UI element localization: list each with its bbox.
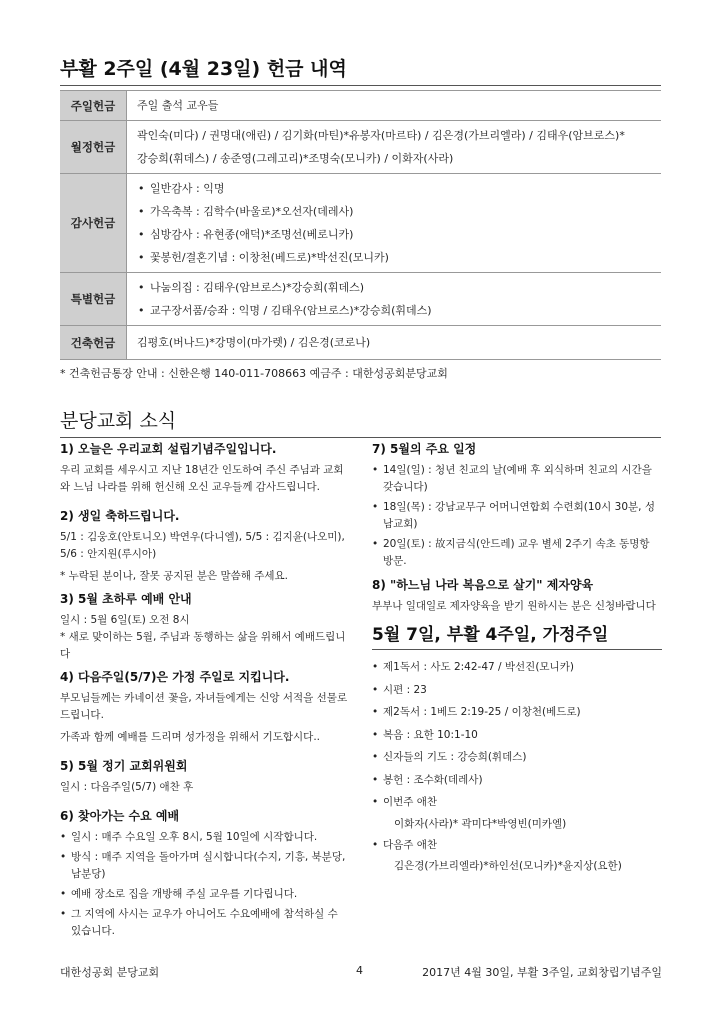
news-text: 일시 : 5월 6일(토) 오전 8시	[60, 614, 190, 626]
offering-value	[127, 121, 662, 174]
footer-page-number: 4	[356, 964, 363, 977]
news-note: * 새로 맞이하는 5월, 주님과 동행하는 삶을 위해서 예배드립니다	[60, 631, 346, 660]
news-text: 부부나 일대일로 제자양육을 받기 원하시는 분은 신청바랍니다	[372, 600, 656, 612]
offering-label: 감사헌금	[60, 174, 127, 273]
offering-row-special	[60, 273, 661, 326]
liturgy-item: • 봉헌 : 조수화(데레사)	[372, 769, 662, 792]
news-heading: 6) 찾아가는 수요 예배	[60, 809, 180, 823]
bank-note: * 건축헌금통장 안내 : 신한은행 140-011-708663 예금주 : 대한성공회분당교회	[60, 367, 448, 380]
news-item: • 일시 : 매주 수요일 오후 8시, 5월 10일에 시작합니다.	[60, 829, 350, 846]
offering-value: 김평호(버나드)*강명이(마가렛) / 김은경(코로나)	[127, 326, 662, 360]
offering-row-monthly	[60, 121, 661, 174]
liturgy-next-week-names: 김은경(가브리엘라)*하인선(모니카)*윤지상(요한)	[394, 860, 622, 872]
news-title: 분당교회 소식	[60, 408, 661, 438]
footer-church-name: 대한성공회 분당교회	[60, 966, 160, 979]
news-heading: 5) 5월 정기 교회위원회	[60, 759, 188, 773]
news-text: 부모님들께는 카네이션 꽃을, 자녀들에게는 신앙 서적을 선물로 드립니다.	[60, 692, 348, 721]
liturgy-item: • 제2독서 : 1베드 2:19-25 / 이창천(베드로)	[372, 701, 662, 724]
news-item: • 예배 장소로 집을 개방해 주실 교우를 기다립니다.	[60, 886, 350, 903]
offering-label: 월정헌금	[60, 121, 127, 174]
offering-label: 주일헌금	[60, 91, 127, 121]
liturgy-item: • 제1독서 : 사도 2:42-47 / 박선진(모니카)	[372, 656, 662, 679]
liturgy-title: 5월 7일, 부활 4주일, 가정주일	[372, 623, 662, 650]
offering-value	[127, 273, 662, 326]
offering-item: • 꽃봉헌/결혼기념 : 이창천(베드로)*박선진(모니카)	[137, 246, 651, 269]
liturgy-this-week-label: • 이번주 애찬	[372, 791, 662, 814]
liturgy-item: • 시편 : 23	[372, 679, 662, 702]
liturgy-this-week-names: 이화자(사라)* 곽미다*박영빈(미카엘)	[394, 817, 567, 830]
news-heading: 2) 생일 축하드립니다.	[60, 509, 180, 523]
offering-row-thanks	[60, 174, 661, 273]
offering-table	[60, 90, 661, 360]
offering-line: 곽인숙(미다) / 권명대(애린) / 김기화(마틴)*유봉자(마르타) / 김은경(가브리엘라) / 김태우(암브로스)*	[137, 129, 625, 142]
footer-date: 2017년 4월 30일, 부활 3주일, 교회창립기념주일	[422, 966, 662, 979]
offering-item: • 교구장서품/승좌 : 익명 / 김태우(암브로스)*강승희(휘데스)	[137, 299, 651, 322]
offering-row-building	[60, 326, 661, 360]
news-heading: 1) 오늘은 우리교회 설립기념주일입니다.	[60, 442, 277, 456]
news-heading: 7) 5월의 주요 일정	[372, 442, 477, 456]
news-heading: 3) 5월 초하루 예배 안내	[60, 592, 192, 606]
news-text: 우리 교회를 세우시고 지난 18년간 인도하여 주신 주님과 교회와 느님 나라를 위해 헌신해 오신 교우들께 감사드립니다.	[60, 464, 344, 493]
news-item: • 18일(목) : 강남교무구 어머니연합회 수련회(10시 30분, 성남교회)	[372, 499, 662, 533]
news-item: • 20일(토) : 故지금식(안드레) 교우 별세 2주기 속초 동명항 방문.	[372, 536, 662, 570]
offering-item: • 심방감사 : 유현종(애덕)*조명선(베로니카)	[137, 223, 651, 246]
news-item: • 14일(일) : 청년 친교의 날(예배 후 외식하며 친교의 시간을 갖습니다)	[372, 462, 662, 496]
news-note: * 누락된 분이나, 잘못 공지된 분은 말씀해 주세요.	[60, 570, 289, 582]
news-heading: 8) "하느님 나라 복음으로 살기" 제자양육	[372, 578, 594, 592]
offering-value	[127, 174, 662, 273]
liturgy-next-week-label: • 다음주 애찬	[372, 834, 662, 857]
offering-label: 특별헌금	[60, 273, 127, 326]
offering-item: • 가옥축복 : 김학수(바울로)*오선자(데레사)	[137, 200, 651, 223]
offering-row-sunday	[60, 91, 661, 121]
offering-item: • 나눔의집 : 김태우(암브로스)*강승희(휘데스)	[137, 276, 651, 299]
news-text: 5/1 : 김웅호(안토니오) 박연우(다니엘), 5/5 : 김지윤(나오미), 5/6 : 안지원(루시아)	[60, 531, 345, 560]
liturgy-item: • 복음 : 요한 10:1-10	[372, 724, 662, 747]
offering-line: 강승희(휘데스) / 송준영(그레고리)*조명숙(모니카) / 이화자(사라)	[137, 152, 454, 165]
news-item: • 그 지역에 사시는 교우가 아니어도 수요예배에 참석하실 수 있습니다.	[60, 906, 350, 940]
news-text: 가족과 함께 예배를 드리며 성가정을 위해서 기도합시다..	[60, 731, 320, 743]
news-text: 일시 : 다음주일(5/7) 애찬 후	[60, 781, 194, 793]
news-right-column	[372, 440, 662, 876]
offering-label: 건축헌금	[60, 326, 127, 360]
news-left-column	[60, 440, 350, 946]
news-item: • 방식 : 매주 지역을 돌아가며 실시합니다(수지, 기흥, 북분당, 남분당)	[60, 849, 350, 883]
offering-item: • 일반감사 : 익명	[137, 177, 651, 200]
offering-title: 부활 2주일 (4월 23일) 헌금 내역	[60, 56, 661, 86]
liturgy-item: • 신자들의 기도 : 강승희(휘데스)	[372, 746, 662, 769]
news-heading: 4) 다음주일(5/7)은 가정 주일로 지킵니다.	[60, 670, 290, 684]
offering-value: 주일 출석 교우들	[127, 91, 662, 121]
